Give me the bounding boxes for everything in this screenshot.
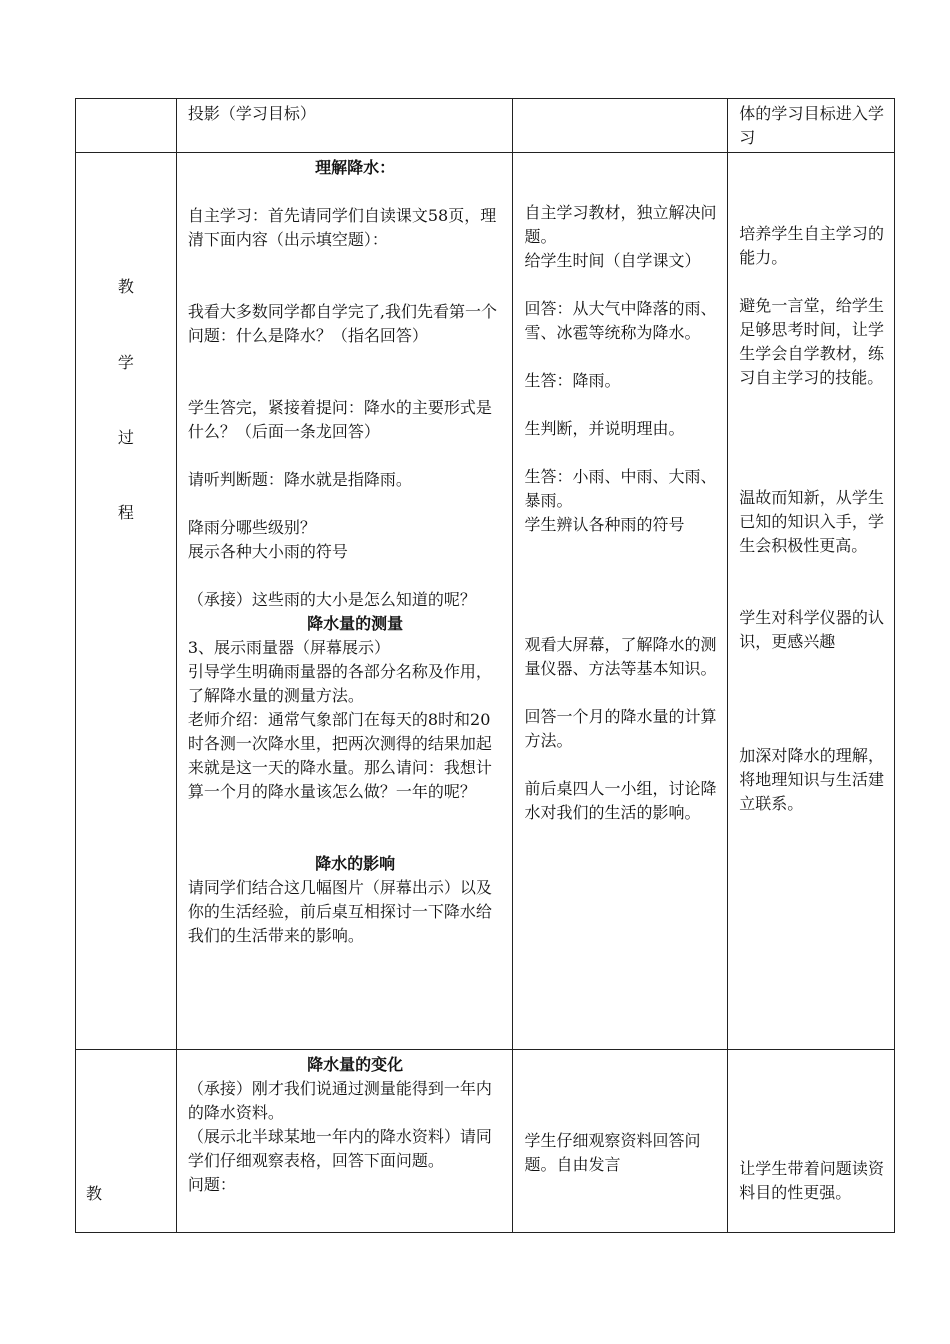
lesson-plan-table <box>75 98 895 1233</box>
section-heading: 降水量的测量 <box>307 614 404 633</box>
paragraph: 学生仔细观察资料回答问题。自由发言 <box>524 1131 701 1174</box>
paragraph: 降雨分哪些级别？ <box>187 518 316 537</box>
paragraph: 生判断，并说明理由。 <box>524 419 685 438</box>
paragraph: 避免一言堂，给学生足够思考时间，让学生学会自学教材，练习自主学习的技能。 <box>739 296 885 387</box>
paragraph: 自主学习教材，独立解决问题。 <box>524 203 717 246</box>
table-row <box>75 98 895 153</box>
paragraph: 3、展示雨量器（屏幕展示） <box>187 638 391 657</box>
stage-char: 过 <box>117 428 134 447</box>
paragraph: 请同学们结合这几幅图片（屏幕出示）以及你的生活经验，前后桌互相探讨一下降水给我们的生活带来的影响。 <box>187 878 492 945</box>
student-activity-cell <box>513 99 728 153</box>
paragraph: 展示各种大小雨的符号 <box>187 542 348 561</box>
paragraph: 让学生带着问题读资料目的性更强。 <box>739 1159 885 1202</box>
design-intent-cell <box>728 1050 895 1233</box>
teacher-activity-cell <box>177 1050 514 1233</box>
teacher-activity-cell <box>177 153 514 1050</box>
paragraph: 请听判断题：降水就是指降雨。 <box>187 470 412 489</box>
paragraph: 老师介绍：通常气象部门在每天的8时和20时各测一次降水里，把两次测得的结果加起来就是这一天的降水量。那么请问：我想计算一个月的降水量该怎么做？一年的呢？ <box>187 710 492 801</box>
paragraph: 问题： <box>187 1175 236 1194</box>
paragraph: 培养学生自主学习的能力。 <box>739 224 885 267</box>
student-activity-cell <box>513 153 728 1050</box>
paragraph: （承接）这些雨的大小是怎么知道的呢？ <box>187 590 476 609</box>
paragraph: 观看大屏幕，了解降水的测量仪器、方法等基本知识。 <box>524 635 717 678</box>
stage-cell <box>76 1050 177 1233</box>
design-intent-cell <box>728 153 895 1050</box>
table-row <box>75 1050 895 1233</box>
section-heading: 降水的影响 <box>315 854 396 873</box>
section-heading: 降水量的变化 <box>307 1055 404 1074</box>
stage-char: 教 <box>86 1184 103 1203</box>
teacher-activity-cell <box>177 99 514 153</box>
paragraph: （展示北半球某地一年内的降水资料）请同学们仔细观察表格，回答下面问题。 <box>187 1127 492 1170</box>
stage-char: 教 <box>117 277 134 296</box>
paragraph: 学生辨认各种雨的符号 <box>524 515 685 534</box>
section-heading: 理解降水： <box>315 158 396 177</box>
paragraph: 引导学生明确雨量器的各部分名称及作用，了解降水量的测量方法。 <box>187 662 492 705</box>
stage-char: 学 <box>117 353 134 372</box>
paragraph: 生答：小雨、中雨、大雨、暴雨。 <box>524 467 717 510</box>
stage-cell <box>76 153 177 1050</box>
intent-text: 体的学习目标进入学习 <box>739 104 885 147</box>
paragraph: 前后桌四人一小组，讨论降水对我们的生活的影响。 <box>524 779 717 822</box>
stage-cell <box>76 99 177 153</box>
paragraph: 给学生时间（自学课文） <box>524 251 701 270</box>
table-row <box>75 153 895 1050</box>
stage-char: 程 <box>117 503 134 522</box>
student-activity-cell <box>513 1050 728 1233</box>
paragraph: 我看大多数同学都自学完了,我们先看第一个问题：什么是降水？（指名回答） <box>187 302 497 345</box>
paragraph: 学生对科学仪器的认识，更感兴趣 <box>739 608 885 651</box>
paragraph: 温故而知新，从学生已知的知识入手，学生会积极性更高。 <box>739 488 885 555</box>
paragraph: 生答：降雨。 <box>524 371 621 390</box>
paragraph: 加深对降水的理解，将地理知识与生活建立联系。 <box>739 746 885 813</box>
paragraph: 自主学习：首先请同学们自读课文58页，理清下面内容（出示填空题）： <box>187 206 497 249</box>
paragraph: （承接）刚才我们说通过测量能得到一年内的降水资料。 <box>187 1079 492 1122</box>
paragraph: 回答：从大气中降落的雨、雪、冰雹等统称为降水。 <box>524 299 717 342</box>
paragraph: 学生答完，紧接着提问：降水的主要形式是什么？（后面一条龙回答） <box>187 398 492 441</box>
projection-text: 投影（学习目标） <box>187 104 316 123</box>
design-intent-cell <box>728 99 895 153</box>
paragraph: 回答一个月的降水量的计算方法。 <box>524 707 717 750</box>
